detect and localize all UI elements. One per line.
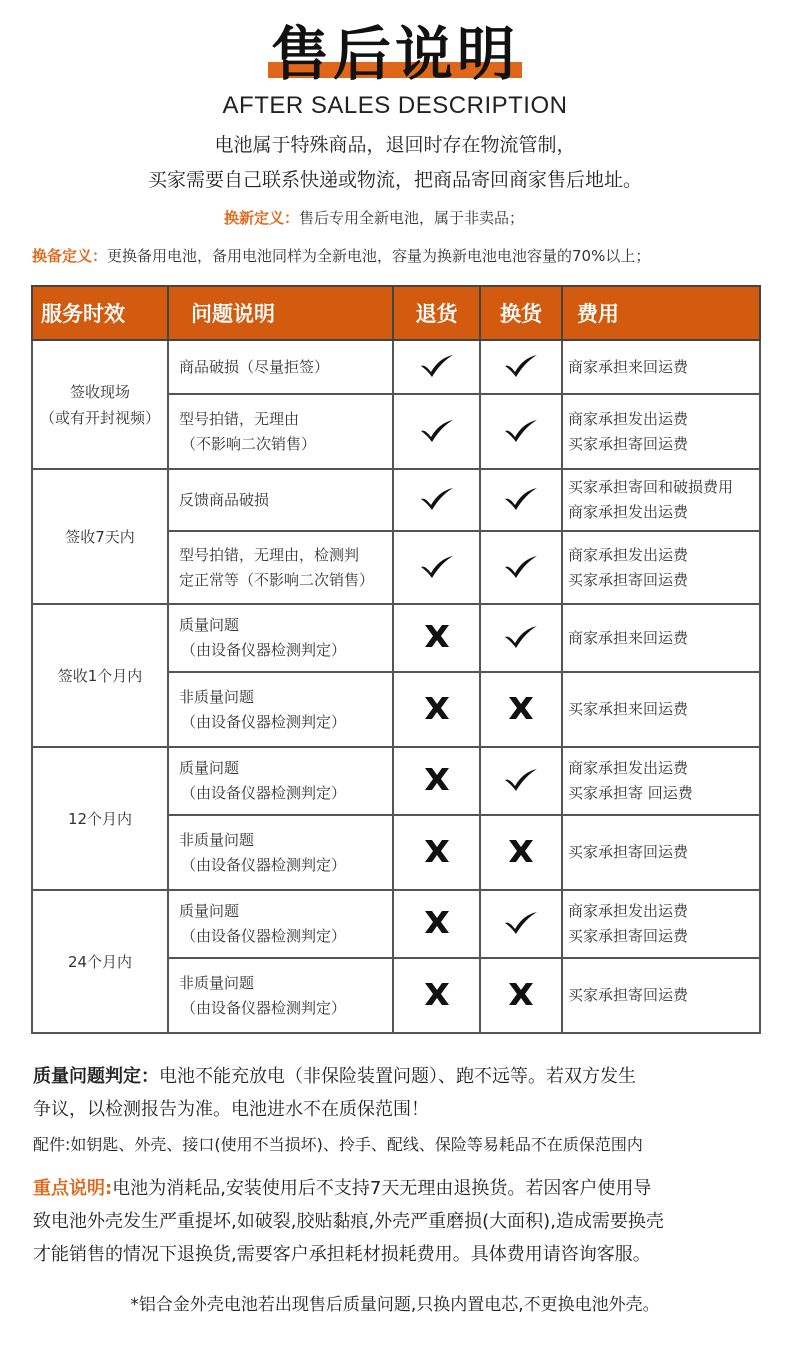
note-key-line2: 致电池外壳发生严重提坏,如破裂,胶贴黏痕,外壳严重磨损(大面积),造成需要换壳 bbox=[33, 1211, 664, 1232]
issue-text: （由设备仪器检测判定） bbox=[181, 927, 347, 945]
note-quality-key: 质量问题判定： bbox=[33, 1066, 159, 1087]
return-mark-cell bbox=[393, 890, 480, 958]
fee-cell bbox=[562, 531, 760, 604]
definition-new-key: 换新定义： bbox=[224, 209, 300, 227]
period-cell bbox=[32, 747, 168, 890]
issue-cell bbox=[168, 604, 393, 672]
note-key-line3: 才能销售的情况下退换货,需要客户承担耗材损耗费用。具体费用请咨询客服。 bbox=[33, 1244, 651, 1265]
fee-cell bbox=[562, 747, 760, 815]
fee-text: 买家承担来回运费 bbox=[568, 700, 689, 718]
fee-cell bbox=[562, 890, 760, 958]
fee-text: 商家承担来回运费 bbox=[568, 628, 689, 647]
return-mark-cell bbox=[393, 604, 480, 672]
issue-text: （由设备仪器检测判定） bbox=[181, 998, 347, 1017]
table-header-row bbox=[32, 286, 760, 340]
return-mark-cell bbox=[393, 340, 480, 394]
check-icon bbox=[419, 485, 455, 511]
exchange-mark-cell bbox=[480, 469, 562, 531]
issue-text: 质量问题 bbox=[179, 759, 240, 777]
issue-text: 质量问题 bbox=[179, 902, 240, 920]
fee-cell bbox=[562, 672, 760, 747]
fee-text: 商家承担发出运费 bbox=[568, 759, 689, 777]
issue-cell bbox=[168, 815, 393, 890]
issue-text: 型号拍错，无理由，检测判 bbox=[179, 545, 360, 564]
definition-new bbox=[224, 207, 524, 228]
exchange-mark-cell bbox=[480, 604, 562, 672]
page-title: 售后说明 bbox=[270, 20, 519, 88]
check-icon bbox=[503, 352, 539, 378]
page-subtitle: AFTER SALES DESCRIPTION bbox=[222, 92, 568, 119]
intro-line-1: 电池属于特殊商品，退回时存在物流管制， bbox=[214, 134, 576, 156]
exchange-mark-cell bbox=[480, 958, 562, 1033]
exchange-mark-cell bbox=[480, 815, 562, 890]
fee-text: 买家承担寄回运费 bbox=[568, 843, 689, 861]
cross-icon bbox=[423, 981, 451, 1007]
issue-text: （不影响二次销售） bbox=[181, 434, 317, 453]
check-icon bbox=[419, 553, 455, 579]
issue-text: 非质量问题 bbox=[179, 687, 255, 706]
return-mark-cell bbox=[393, 958, 480, 1033]
cross-icon bbox=[507, 838, 535, 864]
issue-cell bbox=[168, 469, 393, 531]
issue-text: （由设备仪器检测判定） bbox=[181, 784, 347, 802]
issue-cell bbox=[168, 340, 393, 394]
fee-text: 买家承担寄 回运费 bbox=[568, 784, 693, 802]
period-text: 24个月内 bbox=[67, 952, 133, 971]
issue-cell bbox=[168, 890, 393, 958]
cross-icon bbox=[423, 838, 451, 864]
fee-text: 商家承担发出运费 bbox=[568, 902, 689, 920]
period-text: （或有开封视频） bbox=[39, 408, 160, 427]
note-quality-line2: 争议，以检测报告为准。电池进水不在质保范围！ bbox=[33, 1099, 429, 1120]
footer-note: *铝合金外壳电池若出现售后质量问题,只换内置电芯,不更换电池外壳。 bbox=[130, 1295, 660, 1315]
issue-text: 反馈商品破损 bbox=[179, 490, 270, 509]
note-quality bbox=[33, 1060, 763, 1126]
return-mark-cell bbox=[393, 531, 480, 604]
return-mark-cell bbox=[393, 815, 480, 890]
period-cell bbox=[32, 890, 168, 1033]
table-row bbox=[32, 747, 760, 815]
issue-cell bbox=[168, 958, 393, 1033]
fee-text: 商家承担发出运费 bbox=[568, 545, 689, 564]
fee-text: 商家承担来回运费 bbox=[568, 357, 689, 376]
cross-icon bbox=[423, 909, 451, 935]
exchange-mark-cell bbox=[480, 672, 562, 747]
fee-cell bbox=[562, 958, 760, 1033]
check-icon bbox=[419, 352, 455, 378]
fee-text: 买家承担寄回运费 bbox=[568, 434, 689, 453]
fee-text: 商家承担发出运费 bbox=[568, 503, 689, 521]
return-mark-cell bbox=[393, 394, 480, 469]
exchange-mark-cell bbox=[480, 394, 562, 469]
fee-cell bbox=[562, 815, 760, 890]
check-icon bbox=[503, 623, 539, 649]
table-row bbox=[32, 469, 760, 531]
table-body bbox=[32, 340, 760, 1033]
cross-icon bbox=[507, 981, 535, 1007]
period-text: 签收1个月内 bbox=[57, 666, 143, 685]
exchange-mark-cell bbox=[480, 531, 562, 604]
header-exchange: 换货 bbox=[480, 286, 562, 340]
issue-text: 型号拍错，无理由 bbox=[179, 409, 300, 428]
period-cell bbox=[32, 340, 168, 469]
header-period: 服务时效 bbox=[32, 286, 168, 340]
fee-text: 买家承担寄回运费 bbox=[568, 570, 689, 589]
issue-text: 商品破损（尽量拒签） bbox=[179, 357, 330, 376]
cross-icon bbox=[423, 766, 451, 792]
exchange-mark-cell bbox=[480, 340, 562, 394]
issue-cell bbox=[168, 747, 393, 815]
check-icon bbox=[503, 417, 539, 443]
header-issue: 问题说明 bbox=[168, 286, 393, 340]
definition-spare bbox=[32, 245, 650, 266]
note-key bbox=[33, 1172, 763, 1271]
period-cell bbox=[32, 469, 168, 604]
fee-cell bbox=[562, 340, 760, 394]
issue-cell bbox=[168, 531, 393, 604]
note-quality-line1: 电池不能充放电（非保险装置问题）、跑不远等。若双方发生 bbox=[159, 1066, 636, 1087]
header-return: 退货 bbox=[393, 286, 480, 340]
exchange-mark-cell bbox=[480, 747, 562, 815]
fee-text: 买家承担寄回和破损费用 bbox=[568, 478, 734, 496]
return-mark-cell bbox=[393, 672, 480, 747]
issue-text: （由设备仪器检测判定） bbox=[181, 641, 347, 659]
fee-text: 买家承担寄回运费 bbox=[568, 927, 689, 945]
definition-spare-text: 更换备用电池，备用电池同样为全新电池，容量为换新电池电池容量的70%以上； bbox=[107, 247, 651, 265]
note-accessories: 配件:如钥匙、外壳、接口(使用不当损坏)、拎手、配线、保险等易耗品不在质保范围内 bbox=[33, 1135, 643, 1154]
check-icon bbox=[503, 553, 539, 579]
fee-cell bbox=[562, 604, 760, 672]
table-row bbox=[32, 604, 760, 672]
cross-icon bbox=[423, 695, 451, 721]
issue-text: 非质量问题 bbox=[179, 830, 255, 849]
cross-icon bbox=[507, 695, 535, 721]
fee-text: 商家承担发出运费 bbox=[568, 409, 689, 428]
check-icon bbox=[503, 909, 539, 935]
fee-text: 买家承担寄回运费 bbox=[568, 986, 689, 1004]
table-row bbox=[32, 340, 760, 394]
period-cell bbox=[32, 604, 168, 747]
return-mark-cell bbox=[393, 747, 480, 815]
note-key-line1: 电池为消耗品,安装使用后不支持7天无理由退换货。若因客户使用导 bbox=[112, 1178, 652, 1199]
exchange-mark-cell bbox=[480, 890, 562, 958]
issue-cell bbox=[168, 394, 393, 469]
period-text: 12个月内 bbox=[67, 809, 133, 828]
issue-cell bbox=[168, 672, 393, 747]
table-row bbox=[32, 890, 760, 958]
issue-text: 定正常等（不影响二次销售） bbox=[179, 570, 375, 589]
check-icon bbox=[419, 417, 455, 443]
period-text: 签收现场 bbox=[69, 382, 130, 401]
return-mark-cell bbox=[393, 469, 480, 531]
cross-icon bbox=[423, 623, 451, 649]
service-table bbox=[31, 285, 761, 1034]
issue-text: （由设备仪器检测判定） bbox=[181, 855, 347, 874]
issue-text: 非质量问题 bbox=[179, 973, 255, 992]
check-icon bbox=[503, 766, 539, 792]
definition-spare-key: 换备定义： bbox=[32, 247, 108, 265]
check-icon bbox=[503, 485, 539, 511]
header-fee: 费用 bbox=[562, 286, 760, 340]
note-key-key: 重点说明: bbox=[33, 1178, 113, 1199]
issue-text: 质量问题 bbox=[179, 616, 240, 634]
fee-cell bbox=[562, 394, 760, 469]
period-text: 签收7天内 bbox=[65, 527, 135, 546]
issue-text: （由设备仪器检测判定） bbox=[181, 712, 347, 731]
definition-new-text: 售后专用全新电池，属于非卖品； bbox=[299, 209, 525, 227]
fee-cell bbox=[562, 469, 760, 531]
intro-line-2: 买家需要自己联系快递或物流，把商品寄回商家售后地址。 bbox=[147, 169, 642, 191]
